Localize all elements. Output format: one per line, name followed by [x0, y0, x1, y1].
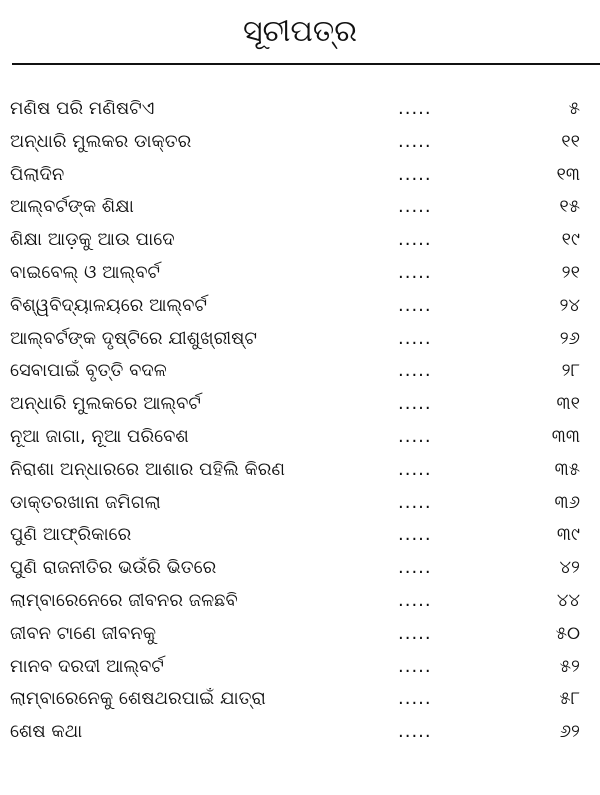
toc-page-number: ୩୬ — [554, 491, 580, 513]
toc-leader-dots: ..... — [398, 458, 432, 480]
toc-entry-title: ନିରାଶା ଅନ୍ଧାରରେ ଆଶାର ପହିଲି କିରଣ — [10, 458, 286, 480]
toc-leader-dots: ..... — [398, 721, 432, 743]
toc-page-number: ୨୪ — [559, 294, 580, 316]
toc-entry-title: ଡାକ୍ତରଖାନା ଜମିଗଲା — [10, 491, 161, 513]
toc-page-number: ୧୯ — [561, 229, 580, 251]
toc-page-number: ୩୧ — [556, 393, 580, 415]
title-divider — [12, 63, 600, 65]
toc-leader-dots: ..... — [398, 163, 432, 185]
toc-page-number: ୬୨ — [559, 721, 580, 743]
toc-entry-title: ଅନ୍ଧାରି ମୁଲକର ଡାକ୍ତର — [10, 130, 192, 152]
toc-leader-dots: ..... — [398, 557, 432, 579]
toc-leader-dots: ..... — [398, 491, 432, 513]
toc-entry[interactable] — [0, 586, 600, 619]
toc-entry-title: ଜୀବନ ଟାଣେ ଜୀବନକୁ — [10, 622, 157, 644]
toc-leader-dots: ..... — [398, 393, 432, 415]
toc-entry[interactable] — [0, 192, 600, 225]
toc-leader-dots: ..... — [398, 261, 432, 283]
toc-entry[interactable] — [0, 488, 600, 521]
toc-entry[interactable] — [0, 455, 600, 488]
toc-entry-title: ସେବାପାଇଁ ବୃତ୍ତି ବଦଳ — [10, 360, 167, 382]
toc-entry-title: ଶେଷ କଥା — [10, 721, 83, 743]
toc-entry[interactable] — [0, 422, 600, 455]
toc-page-number: ୧୩ — [556, 163, 580, 185]
toc-entry[interactable] — [0, 356, 600, 389]
toc-entry-title: ପୁଣି ଆଫ୍ରିକାରେ — [10, 524, 132, 546]
toc-page-number: ୨୬ — [559, 327, 580, 349]
toc-entry-title: ପୁଣି ରାଜନୀତିର ଭଉଁରି ଭିତରେ — [10, 557, 217, 579]
toc-entry-title: ମଣିଷ ପରି ମଣିଷଟିଏ — [10, 98, 155, 119]
toc-entry-title: ବିଶ୍ୱବିଦ୍ୟାଳୟରେ ଆଲ୍‌ବର୍ଟ — [10, 294, 207, 316]
toc-entry[interactable] — [0, 520, 600, 553]
toc-page-number: ୫ — [568, 98, 580, 119]
toc-page-number: ୫୦ — [555, 622, 580, 644]
toc-entry-title: ପିଲାଦିନ — [10, 163, 65, 185]
toc-entry-title: ନୂଆ ଜାଗା, ନୂଆ ପରିବେଶ — [10, 425, 189, 447]
toc-entry[interactable] — [0, 619, 600, 652]
toc-entry[interactable] — [0, 225, 600, 258]
page-title: ସୂଚୀପତ୍ର — [243, 14, 357, 49]
toc-entry[interactable] — [0, 94, 600, 127]
toc-entry[interactable] — [0, 324, 600, 357]
toc-entry[interactable] — [0, 652, 600, 685]
toc-entry-title: ଲାମ୍ବାରେନେରେ ଜୀବନର ଜଳଛବି — [10, 589, 238, 611]
toc-leader-dots: ..... — [398, 622, 432, 644]
toc-leader-dots: ..... — [398, 130, 432, 152]
toc-leader-dots: ..... — [398, 196, 432, 218]
toc-entry-title: ଶିକ୍ଷା ଆଡ଼କୁ ଆଉ ପାଦେ — [10, 229, 175, 251]
toc-entry-title: ଲାମ୍ବାରେନେକୁ ଶେଷଥରପାଇଁ ଯାତ୍ରା — [10, 688, 266, 710]
toc-leader-dots: ..... — [398, 98, 432, 119]
toc-page-number: ୫୨ — [559, 655, 580, 677]
toc-entry[interactable] — [0, 291, 600, 324]
toc-leader-dots: ..... — [398, 589, 432, 611]
toc-entry[interactable] — [0, 160, 600, 193]
toc-entry[interactable] — [0, 389, 600, 422]
toc-page-number: ୨୮ — [561, 360, 580, 382]
toc-leader-dots: ..... — [398, 327, 432, 349]
toc-entry-title: ଆଲ୍‌ବର୍ଟଙ୍କ ଶିକ୍ଷା — [10, 196, 134, 218]
toc-page-number: ୫୮ — [559, 688, 580, 710]
toc-entry-title: ଆଲ୍‌ବର୍ଟଙ୍କ ଦୃଷ୍ଟିରେ ଯୀଶୁଖ୍ରୀଷ୍ଟ — [10, 327, 257, 349]
toc-entry[interactable] — [0, 258, 600, 291]
toc-leader-dots: ..... — [398, 294, 432, 316]
toc-leader-dots: ..... — [398, 360, 432, 382]
toc-leader-dots: ..... — [398, 524, 432, 546]
toc-leader-dots: ..... — [398, 229, 432, 251]
toc-page-number: ୩୯ — [556, 524, 580, 546]
toc-entry-title: ମାନବ ଦରଦୀ ଆଲ୍‌ବର୍ଟ — [10, 655, 164, 677]
toc-page-number: ୪୪ — [556, 589, 580, 611]
toc-page-number: ୪୨ — [559, 557, 580, 579]
toc-entry[interactable] — [0, 127, 600, 160]
toc-entry[interactable] — [0, 717, 600, 750]
toc-leader-dots: ..... — [398, 655, 432, 677]
toc-leader-dots: ..... — [398, 688, 432, 710]
toc-entry-title: ଅନ୍ଧାରି ମୁଲକରେ ଆଲ୍‌ବର୍ଟ — [10, 393, 201, 415]
toc-page-number: ୨୧ — [561, 261, 580, 283]
toc-page-number: ୩୩ — [551, 425, 580, 447]
toc-page-number: ୧୧ — [561, 130, 580, 152]
toc-entry[interactable] — [0, 684, 600, 717]
toc-leader-dots: ..... — [398, 425, 432, 447]
toc-page-number: ୧୫ — [559, 196, 580, 218]
table-of-contents — [0, 94, 600, 750]
toc-page-number: ୩୫ — [554, 458, 580, 480]
toc-entry[interactable] — [0, 553, 600, 586]
toc-entry-title: ବାଇବେଲ୍ ଓ ଆଲ୍‌ବର୍ଟ — [10, 261, 160, 283]
